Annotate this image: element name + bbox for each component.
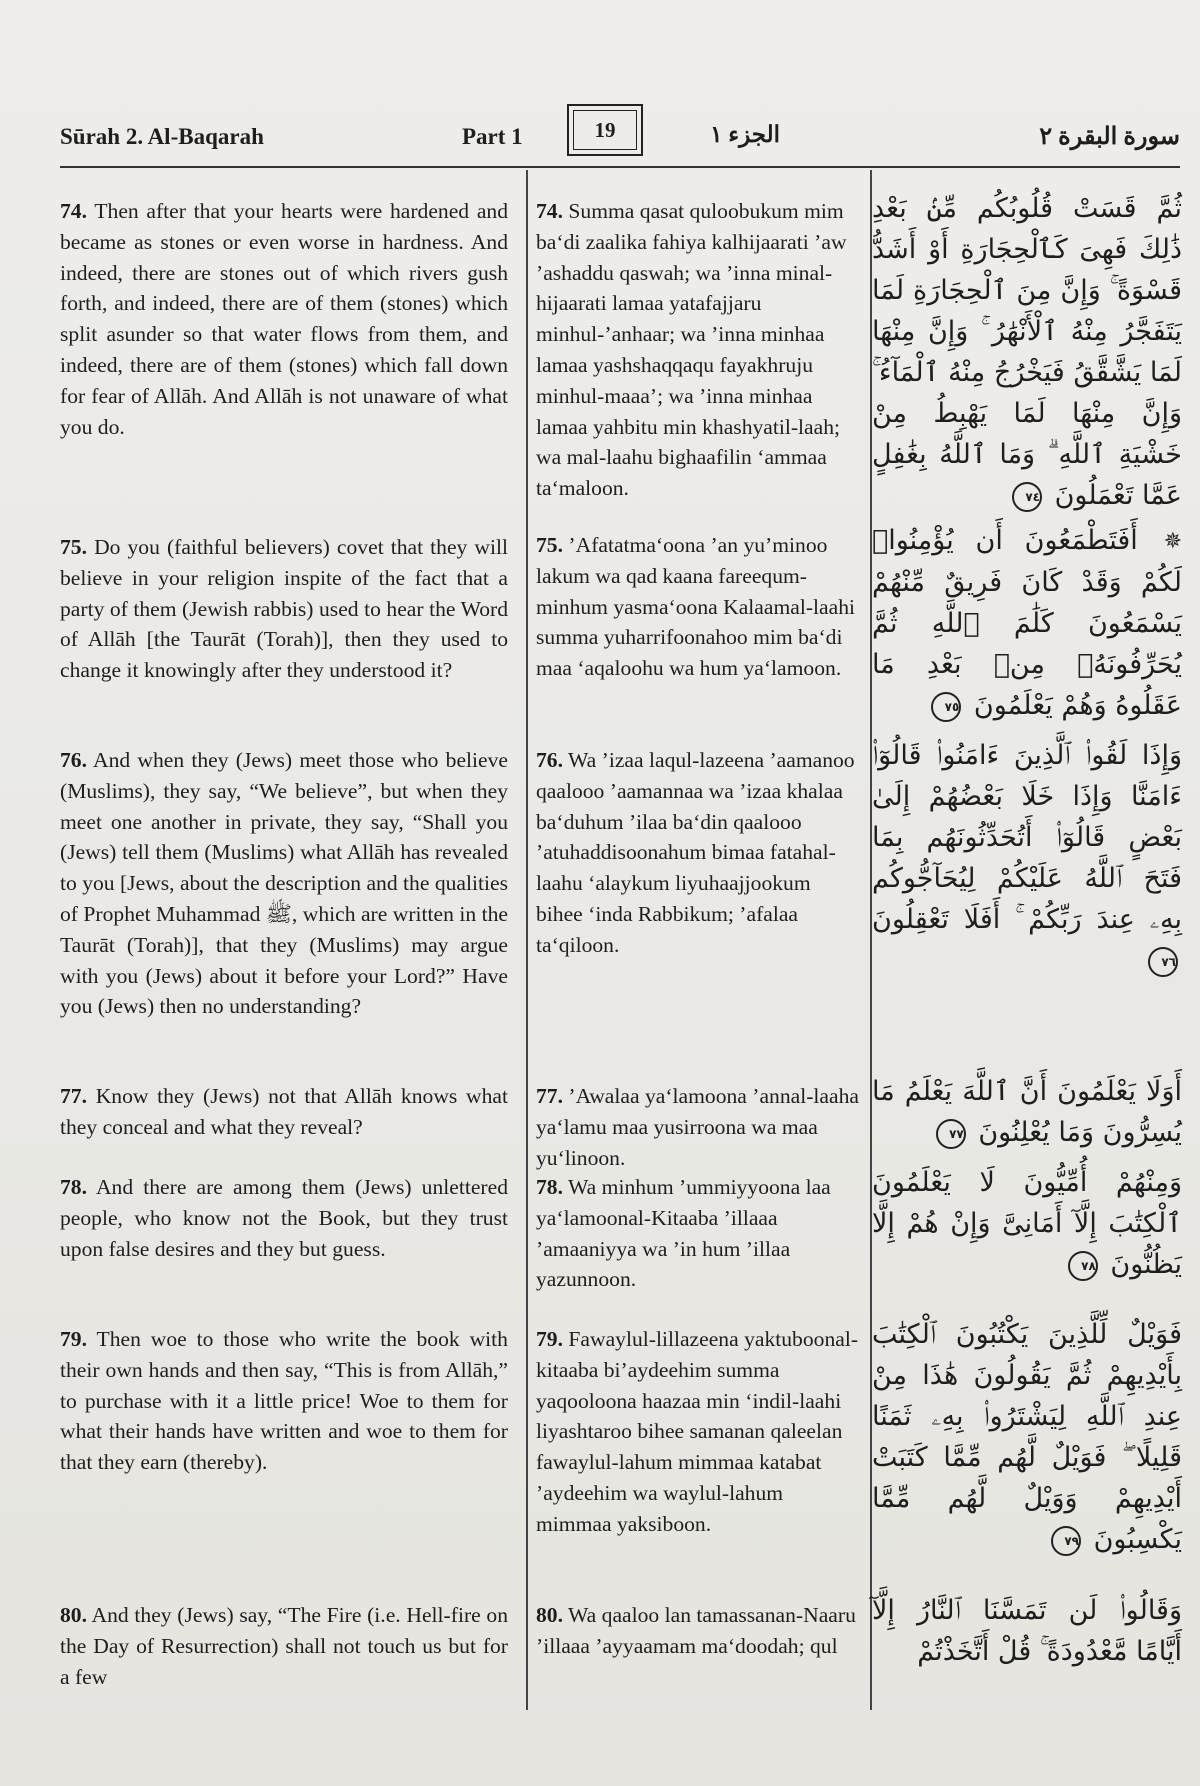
verse-number: 80. — [536, 1603, 563, 1627]
verse-79-arabic — [872, 1314, 1182, 1560]
verse-text: أَفَتَطْمَعُونَ أَن يُؤْمِنُوا۟ لَكُمْ وَقَدْ كَانَ فَرِيقٌ مِّنْهُمْ يَسْمَعُونَ كَلَٰمَ ٱللَّهِ ثُمَّ يُحَرِّفُونَهُۥ مِنۢ بَعْدِ مَا عَقَلُوهُ وَهُمْ يَعْلَمُونَ — [872, 525, 1182, 721]
verse-text: ثُمَّ قَسَتْ قُلُوبُكُم مِّنۢ بَعْدِ ذَٰلِكَ فَهِىَ كَٱلْحِجَارَةِ أَوْ أَشَدُّ قَسْوَةً ۚ وَإِنَّ مِنَ ٱلْحِجَارَةِ لَمَا يَتَفَجَّرُ مِنْهُ ٱلْأَنْهَٰرُ ۚ وَإِنَّ مِنْهَا لَمَا يَشَّقَّقُ فَيَخْرُجُ مِنْهُ ٱلْمَآءُ ۚ وَإِنَّ مِنْهَا لَمَا يَهْبِطُ مِنْ خَشْيَةِ ٱللَّهِ ۗ وَمَا ٱللَّهُ بِغَٰفِلٍ عَمَّا تَعْمَلُونَ — [872, 193, 1182, 511]
verse-75-arabic — [872, 520, 1182, 726]
verse-77-arabic — [872, 1071, 1182, 1153]
verse-text: Then after that your hearts were hardened and became as stones or even worse in hardness. And indeed, there are stones out of which rivers gush forth, and indeed, there are of them (stones) which split asunder so that water flows from them, and indeed, there are of them (stones) which fall down for fear of Allāh. And Allāh is not unaware of what you do. — [60, 199, 508, 439]
verse-text: Then woe to those who write the book with their own hands and then say, “This is from Allāh,” to purchase with it a little price! Woe to them for what their hands have written and woe to them for that they earn (thereby). — [60, 1327, 508, 1475]
surah-title-en: Sūrah 2. Al-Baqarah — [60, 124, 264, 149]
verse-number: 79. — [60, 1327, 87, 1351]
hizb-star-icon: ✵ — [1163, 529, 1182, 554]
verse-number: 78. — [536, 1175, 563, 1199]
verse-number: 77. — [536, 1084, 563, 1108]
verse-text: Wa minhum ’ummiyyoona laa ya‘lamoonal-Kitaaba ’illaaa ’amaaniyya wa ’in hum ’illaa yazunnoon. — [536, 1175, 831, 1292]
page-number: 19 — [573, 110, 637, 150]
verse-80-arabic — [872, 1590, 1182, 1672]
verse-text: Fawaylul-lillazeena yaktuboonal-kitaaba bi’aydeehim summa yaqooloona haazaa min ‘indil-laahi liyashtaroo bihee samanan qaleelan fawaylul-lahum mimmaa katabat ’aydeehim wa waylul-lahum mimmaa yaksiboon. — [536, 1327, 859, 1536]
ayah-end-marker-icon: ٧٨ — [1068, 1251, 1098, 1281]
ayah-end-marker-icon: ٧٦ — [1148, 947, 1178, 977]
verse-text: وَقَالُوا۟ لَن تَمَسَّنَا ٱلنَّارُ إِلَّآ أَيَّامًا مَّعْدُودَةً ۚ قُلْ أَتَّخَذْتُمْ — [872, 1595, 1182, 1667]
verse-text: ’Afatatma‘oona ’an yu’minoo lakum wa qad kaana fareequm-minhum yasma‘oona Kalaamal-laahi summa yuharrifoonahoo mim ba‘di maa ‘aqaloohu wa hum ya‘lamoon. — [536, 533, 855, 681]
ayah-end-marker-icon: ٧٩ — [1051, 1526, 1081, 1556]
verse-number: 79. — [536, 1327, 563, 1351]
verse-text: And when they (Jews) meet those who believe (Muslims), they say, “We believe”, but when they meet one another in private, they say, “Shall you (Jews) tell them (Muslims) what Allāh has revealed to you [Jews, about the description and the qualities of Prophet Muhammad ﷺ, which are written in the Taurāt (Torah)], that they (Muslims) may argue with you (Jews) about it before your Lord?” Have you (Jews) then no understanding? — [60, 748, 508, 1019]
verse-text: Know they (Jews) not that Allāh knows what they conceal and what they reveal? — [60, 1084, 508, 1139]
verse-text: And there are among them (Jews) unlettered people, who know not the Book, but they trust upon false desires and they but guess. — [60, 1175, 508, 1261]
verse-number: 75. — [536, 533, 563, 557]
surah-title-ar: سورة البقرة ٢ — [1039, 124, 1180, 150]
verse-number: 77. — [60, 1084, 87, 1108]
ayah-end-marker-icon: ٧٥ — [931, 692, 961, 722]
ayah-end-marker-icon: ٧٧ — [936, 1119, 966, 1149]
part-label-ar: الجزء ١ — [710, 122, 780, 147]
verse-text: أَوَلَا يَعْلَمُونَ أَنَّ ٱللَّهَ يَعْلَمُ مَا يُسِرُّونَ وَمَا يُعْلِنُونَ — [872, 1076, 1182, 1148]
verse-text: فَوَيْلٌ لِّلَّذِينَ يَكْتُبُونَ ٱلْكِتَٰبَ بِأَيْدِيهِمْ ثُمَّ يَقُولُونَ هَٰذَا مِنْ عِندِ ٱللَّهِ لِيَشْتَرُوا۟ بِهِۦ ثَمَنًا قَلِيلًا ۖ فَوَيْلٌ لَّهُم مِّمَّا كَتَبَتْ أَيْدِيهِمْ وَوَيْلٌ لَّهُم مِّمَّا يَكْسِبُونَ — [872, 1319, 1182, 1555]
verse-number: 80. — [60, 1603, 87, 1627]
verse-text: Summa qasat quloobukum mim ba‘di zaalika fahiya kalhijaarati ’aw ’ashaddu qaswah; wa ’inna minal-hijaarati lamaa yatafajjaru minhul-’anhaar; wa ’inna minhaa lamaa yashshaqqaqu fayakhruju minhul-maaa’; wa ’inna minhaa lamaa yahbitu min khashyatil-laah; wa mal-laahu bighaafilin ‘ammaa ta‘maloon. — [536, 199, 847, 501]
verse-number: 74. — [60, 199, 87, 223]
verse-78-arabic — [872, 1162, 1182, 1285]
verse-number: 78. — [60, 1175, 87, 1199]
verse-number: 76. — [60, 748, 87, 772]
verse-number: 75. — [60, 535, 87, 559]
verse-text: And they (Jews) say, “The Fire (i.e. Hell-fire on the Day of Resurrection) shall not touch us but for a few — [60, 1603, 509, 1689]
part-label-en: Part 1 — [462, 124, 523, 149]
verse-text: Wa qaaloo lan tamassanan-Naaru ’illaaa ’ayyaamam ma‘doodah; qul — [536, 1603, 856, 1658]
verse-text: ’Awalaa ya‘lamoona ’annal-laaha ya‘lamu maa yusirroona wa maa yu‘linoon. — [536, 1084, 859, 1170]
verse-text: Wa ’izaa laqul-lazeena ’aamanoo qaalooo ’aamannaa wa ’izaa khalaa ba‘duhum ’ilaa ba‘din qaalooo ’atuhaddisoonahum bimaa fatahal-laahu ‘alaykum liyuhaajjookum bihee ‘inda Rabbikum; ’afalaa ta‘qiloon. — [536, 748, 855, 957]
verse-number: 76. — [536, 748, 563, 772]
verse-74-arabic — [872, 188, 1182, 516]
verse-text: وَمِنْهُمْ أُمِّيُّونَ لَا يَعْلَمُونَ ٱلْكِتَٰبَ إِلَّآ أَمَانِىَّ وَإِنْ هُمْ إِلَّا يَظُنُّونَ — [872, 1167, 1182, 1280]
verse-text: وَإِذَا لَقُوا۟ ٱلَّذِينَ ءَامَنُوا۟ قَالُوٓا۟ ءَامَنَّا وَإِذَا خَلَا بَعْضُهُمْ إِلَىٰ بَعْضٍ قَالُوٓا۟ أَتُحَدِّثُونَهُم بِمَا فَتَحَ ٱللَّهُ عَلَيْكُمْ لِيُحَآجُّوكُم بِهِۦ عِندَ رَبِّكُمْ ۚ أَفَلَا تَعْقِلُونَ — [872, 740, 1182, 935]
ayah-end-marker-icon: ٧٤ — [1012, 482, 1042, 512]
verse-text: Do you (faithful believers) covet that they will believe in your religion inspite of the fact that a party of them (Jewish rabbis) used to hear the Word of Allāh [the Taurāt (Torah)], then they used to change it knowingly after they understood it? — [60, 535, 508, 683]
verse-number: 74. — [536, 199, 563, 223]
verse-76-arabic — [872, 735, 1182, 981]
